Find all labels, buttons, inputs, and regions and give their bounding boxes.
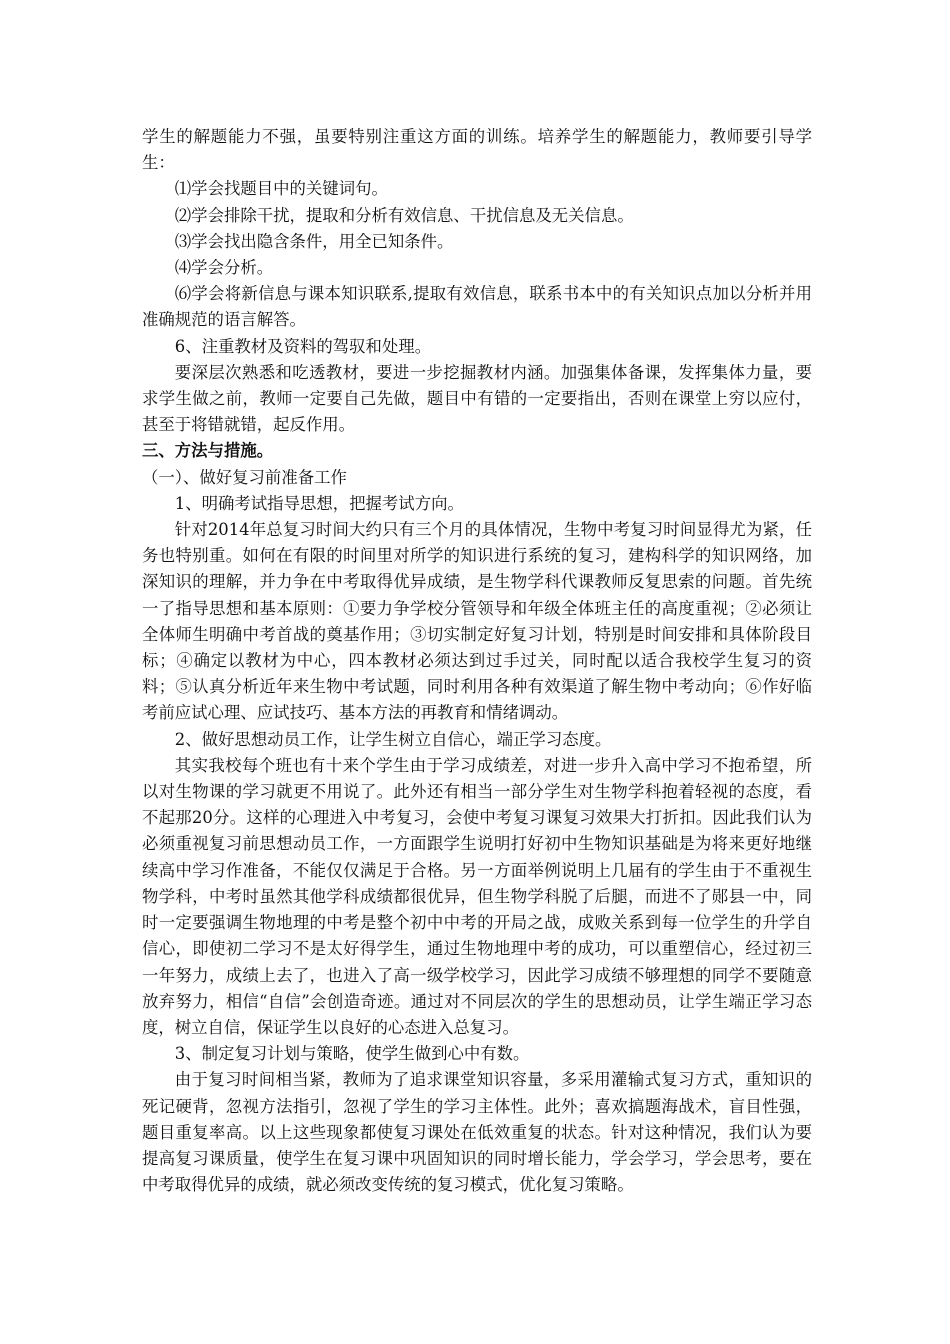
point-2-body: 其实我校每个班也有十来个学生由于学习成绩差，对进一步升入高中学习不抱希望，所以对生物课的学习就更不用说了。此外还有相当一部分学生对生物学科抱着轻视的态度，看不起那20分。这样的心理进入中考复习，会使中考复习课复习效果大打折扣。因此我们认为必须重视复习前思想动员工作，一方面跟学生说明打好初中生物知识基础是为将来更好地继续高中学习作准备，不能仅仅满足于合格。另一方面举例说明上几届有的学生由于不重视生物学科，中考时虽然其他学科成绩都很优异，但生物学科脱了后腿，而进不了郧县一中，同时一定要强调生物地理的中考是整个初中中考的开局之战，成败关系到每一位学生的升学自信心，即使初二学习不是太好得学生，通过生物地理中考的成功，可以重塑信心，经过初三一年努力，成绩上去了，也进入了高一级学校学习，因此学习成绩不够理想的同学不要随意放弃努力，相信“自信”会创造奇迹。通过对不同层次的学生的思想动员，让学生端正学习态度，树立自信，保证学生以良好的心态进入总复习。 xyxy=(142,755,812,1037)
point-3-title: 3、制定复习计划与策略，使学生做到心中有数。 xyxy=(174,1044,530,1064)
list-item-1: ⑴学会找题目中的关键词句。 xyxy=(174,179,388,199)
list-item-3: ⑶学会找出隐含条件，用全已知条件。 xyxy=(174,231,454,251)
document-page xyxy=(142,124,812,1198)
section-heading: 三、方法与措施。 xyxy=(142,441,274,461)
list-item-4: ⑷学会分析。 xyxy=(174,258,274,278)
point-1-body: 针对2014年总复习时间大约只有三个月的具体情况，生物中考复习时间显得尤为紧，任务也特别重。如何在有限的时间里对所学的知识进行系统的复习，建构科学的知识网络，加深知识的理解，并力争在中考取得优异成绩，是生物学科代课教师反复思索的问题。首先统一了指导思想和基本原则：①要力争学校分管领导和年级全体班主任的高度重视；②必须让全体师生明确中考首战的奠基作用；③切实制定好复习计划，特别是时间安排和具体阶段目标；④确定以教材为中心，四本教材必须达到过手过关，同时配以适合我校学生复习的资料；⑤认真分析近年来生物中考试题，同时利用各种有效渠道了解生物中考动向；⑥作好临考前应试心理、应试技巧、基本方法的再教育和情绪调动。 xyxy=(142,520,812,723)
point-6-title: 6、注重教材及资料的驾驭和处理。 xyxy=(174,336,432,356)
list-item-6: ⑹学会将新信息与课本知识联系,提取有效信息，联系书本中的有关知识点加以分析并用准确规范的语言解答。 xyxy=(142,284,812,330)
subsection-heading: （一）、做好复习前准备工作 xyxy=(142,467,347,487)
paragraph-intro: 学生的解题能力不强，虽要特别注重这方面的训练。培养学生的解题能力，教师要引导学生： xyxy=(142,127,812,173)
point-3-body: 由于复习时间相当紧，教师为了追求课堂知识容量，多采用灌输式复习方式，重知识的死记硬背，忽视方法指引，忽视了学生的学习主体性。此外；喜欢搞题海战术，盲目性强，题目重复率高。以上这些现象都使复习课处在低效重复的状态。针对这种情况，我们认为要提高复习课质量，使学生在复习课中巩固知识的同时增长能力，学会学习，学会思考，要在中考取得优异的成绩，就必须改变传统的复习模式，优化复习策略。 xyxy=(142,1070,812,1195)
point-2-title: 2、做好思想动员工作，让学生树立自信心，端正学习态度。 xyxy=(174,729,612,749)
point-1-title: 1、明确考试指导思想，把握考试方向。 xyxy=(174,493,464,513)
point-6-body: 要深层次熟悉和吃透教材，要进一步挖掘教材内涵。加强集体备课，发挥集体力量，要求学生做之前，教师一定要自己先做，题目中有错的一定要指出，否则在课堂上穷以应付，甚至于将错就错，起反作用。 xyxy=(142,362,812,435)
list-item-2: ⑵学会排除干扰，提取和分析有效信息、干扰信息及无关信息。 xyxy=(174,205,634,225)
